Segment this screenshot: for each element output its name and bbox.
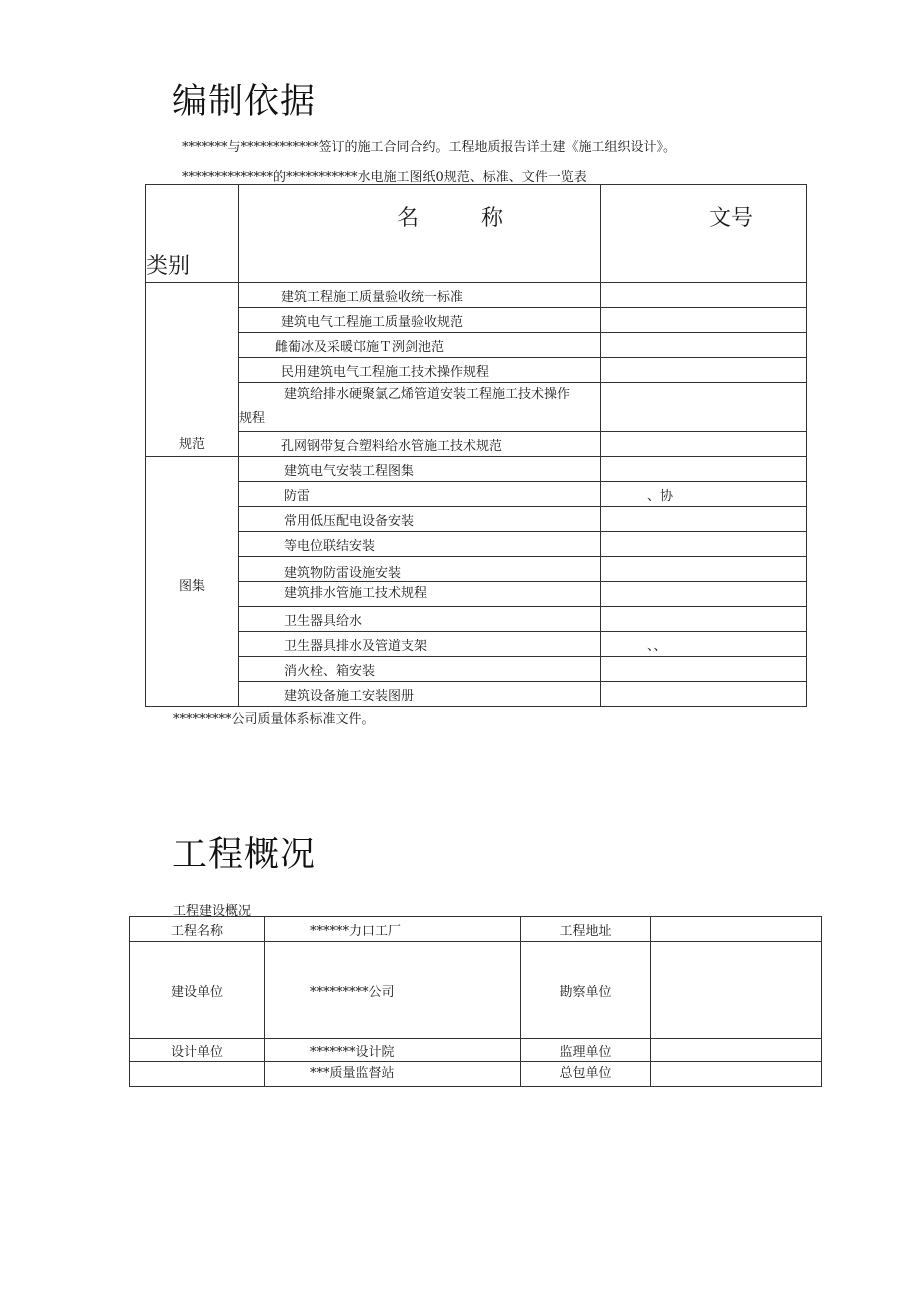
row-name xyxy=(239,383,601,432)
basis-footnote: *********公司质量体系标准文件。 xyxy=(173,712,375,727)
design-unit-label: 设计单位 xyxy=(130,1039,265,1062)
row-name-line2: 规程 xyxy=(239,411,266,426)
row-docno xyxy=(601,457,807,482)
owner-value: *********公司 xyxy=(265,942,521,1039)
table-row xyxy=(146,383,807,432)
general-contractor-label: 总包单位 xyxy=(521,1062,651,1087)
table-row xyxy=(146,557,807,582)
basis-paragraph-drawings: **************的***********水电施工图纸0规范、标准、文件一览表 xyxy=(182,170,587,185)
project-address-value xyxy=(651,917,822,942)
group-atlas-label: 图集 xyxy=(146,457,239,707)
row-name: 等电位联结安装 xyxy=(239,532,601,557)
header-docno: 文号 xyxy=(709,206,754,231)
row-docno xyxy=(601,333,807,358)
project-name-label: 工程名称 xyxy=(130,917,265,942)
row-docno xyxy=(601,557,807,582)
row-docno xyxy=(601,532,807,557)
table-row xyxy=(146,358,807,383)
row-name-line1: 建筑给排水硬聚氯乙烯管道安装工程施工技术操作 xyxy=(284,387,571,402)
row-name: 消火栓、箱安装 xyxy=(239,657,601,682)
row-docno xyxy=(601,657,807,682)
table-row xyxy=(130,917,822,942)
table-row xyxy=(146,308,807,333)
table-row xyxy=(130,1062,822,1087)
row-name: 建筑电气安装工程图集 xyxy=(239,457,601,482)
header-docno-cell xyxy=(601,185,807,283)
row-name: 民用建筑电气工程施工技术操作规程 xyxy=(239,358,601,383)
survey-unit-label: 勘察单位 xyxy=(521,942,651,1039)
row-name: 建筑电气工程施工质量验收规范 xyxy=(239,308,601,333)
overview-subtitle: 工程建设概况 xyxy=(173,904,252,919)
general-contractor-value xyxy=(651,1062,822,1087)
owner-label: 建设单位 xyxy=(130,942,265,1039)
overview-table xyxy=(129,916,822,1087)
table-row xyxy=(146,582,807,607)
design-unit-value: *******设计院 xyxy=(265,1039,521,1062)
row-name: 建筑设备施工安装图册 xyxy=(239,682,601,707)
table-row xyxy=(146,607,807,632)
row-docno xyxy=(601,582,807,607)
row-docno xyxy=(601,358,807,383)
table-row xyxy=(146,482,807,507)
table-row xyxy=(130,1039,822,1062)
row-docno: 、协 xyxy=(601,482,807,507)
row-docno xyxy=(601,507,807,532)
row-name: 建筑物防雷设施安装 xyxy=(239,557,601,582)
row-name: 雌葡冰及采暖邙施Ｔ洌剑池范 xyxy=(239,333,601,358)
survey-unit-value xyxy=(651,942,822,1039)
table-row xyxy=(146,632,807,657)
supervision-unit-value xyxy=(651,1039,822,1062)
basis-section-title: 编制依据 xyxy=(172,82,317,122)
row-docno xyxy=(601,682,807,707)
row-name: 防雷 xyxy=(239,482,601,507)
supervision-unit-label: 监理单位 xyxy=(521,1039,651,1062)
table-row xyxy=(130,942,822,1039)
row-docno xyxy=(601,283,807,308)
table-row xyxy=(146,507,807,532)
blank-label xyxy=(130,1062,265,1087)
standards-table-header xyxy=(146,185,807,283)
row-name: 建筑工程施工质量验收统一标准 xyxy=(239,283,601,308)
table-row xyxy=(146,657,807,682)
row-docno: 、、 xyxy=(601,632,807,657)
standards-table xyxy=(145,184,807,707)
row-name: 卫生器具给水 xyxy=(239,607,601,632)
header-name-part2: 称 xyxy=(481,206,504,231)
header-name-part1: 名 xyxy=(397,206,420,231)
row-name: 建筑排水管施工技术规程 xyxy=(239,582,601,607)
header-category: 类别 xyxy=(146,254,191,279)
quality-station-value: ***质量监督站 xyxy=(265,1062,521,1087)
row-name: 常用低压配电设备安装 xyxy=(239,507,601,532)
row-docno xyxy=(601,308,807,333)
overview-section-title: 工程概况 xyxy=(172,835,317,875)
table-row xyxy=(146,532,807,557)
group-specs-label: 规范 xyxy=(146,283,239,457)
header-category-cell xyxy=(146,185,239,283)
basis-paragraph-contract: *******与************签订的施工合同合约。工程地质报告详土建《施工组织设计》。 xyxy=(182,140,677,155)
row-docno xyxy=(601,607,807,632)
header-name-cell xyxy=(239,185,601,283)
table-row xyxy=(146,283,807,308)
row-name: 卫生器具排水及管道支架 xyxy=(239,632,601,657)
project-address-label: 工程地址 xyxy=(521,917,651,942)
row-name: 孔网钢带复合塑料给水管施工技术规范 xyxy=(239,432,601,457)
table-row xyxy=(146,333,807,358)
project-name-value: ******力口工厂 xyxy=(265,917,521,942)
table-row xyxy=(146,682,807,707)
row-docno xyxy=(601,383,807,432)
row-docno xyxy=(601,432,807,457)
table-row xyxy=(146,457,807,482)
table-row xyxy=(146,432,807,457)
